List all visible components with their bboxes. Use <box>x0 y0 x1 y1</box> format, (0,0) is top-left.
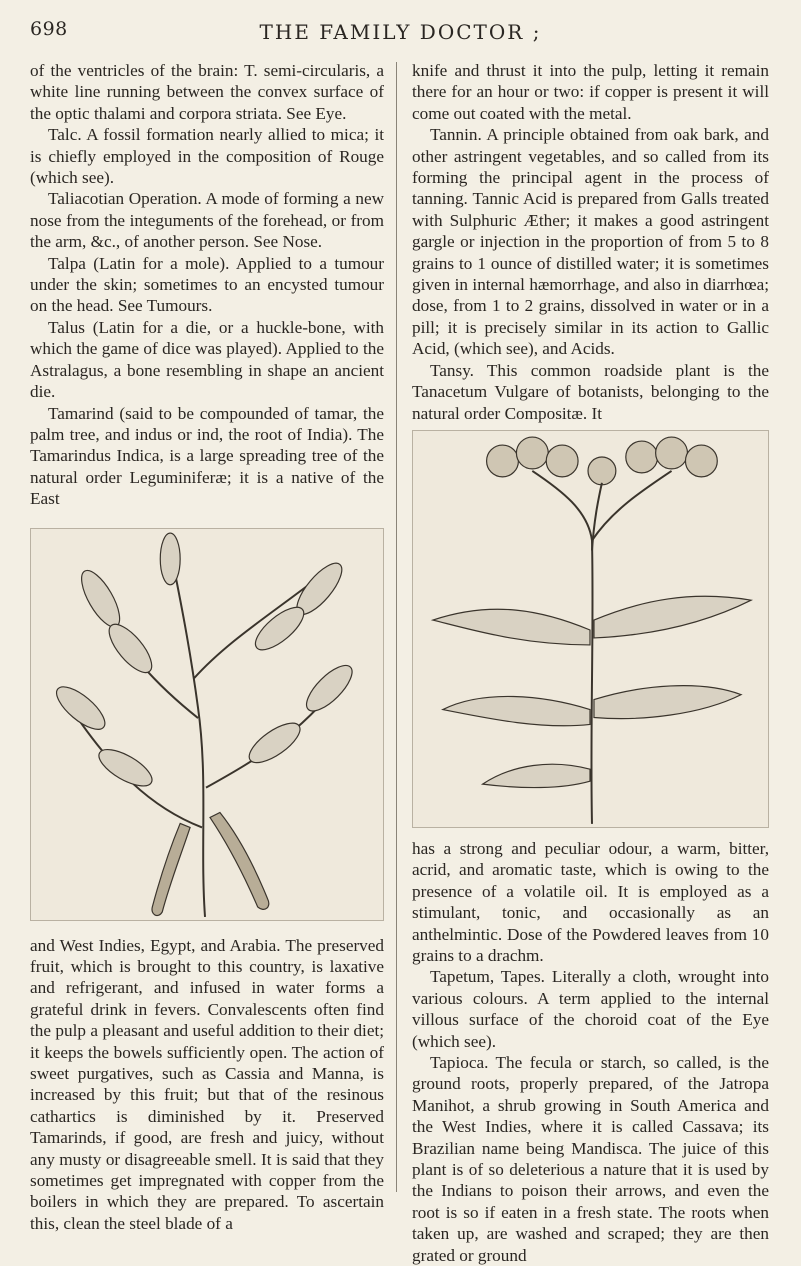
tamarind-illustration <box>30 528 384 921</box>
entry-tamarind-continued: and West Indies, Egypt, and Arabia. The preserved fruit, which is brought to this country, is laxative and refrigerant, and infused in water forms a grateful drink in fevers. Convalescents often find the pulp a pleasant and useful addition to their diet; it keeps the bowels sufficiently open. The action of sweet purgatives, such as Cassia and Manna, is increased by this fruit; but that of the resinous cathartics is diminished by it. Preserved Tamarinds, if good, are fresh and juicy, without any musty or disagreeable smell. It is said that they sometimes get impregnated with copper from the boilers in which they are prepared. To ascertain this, clean the steel blade of a <box>30 935 384 1233</box>
entry-tannin: Tannin. A principle obtained from oak bark, and other astringent vegetables, and so called from its forming the principal agent in the process of tanning. Tannic Acid is prepared from Galls treated with Sulphuric Æther; it makes a good astringent gargle or injection in the proportion of from 5 to 8 grains to 1 ounce of distilled water; it is sometimes given in internal hæmorrhage, and also in diarrhœa; dose, from 1 to 2 grains, dissolved in water or in a pill; it is precisely similar in its action to Gallic Acid, (which see), and Acids. <box>412 125 769 359</box>
entry-taliacotian-operation: Taliacotian Operation. A mode of forming a new nose from the integuments of the forehead, or from the arm, &c., of another person. See Nose. <box>30 189 384 252</box>
entry-ventricles-continued: of the ventricles of the brain: T. semi-circularis, a white line running between the convex surface of the optic thalami and corpora striata. See Eye. <box>30 61 384 123</box>
tamarind-branch-drawing <box>31 529 383 920</box>
page-number: 698 <box>30 18 68 40</box>
tansy-illustration <box>412 430 769 828</box>
running-title: THE FAMILY DOCTOR ; <box>259 20 542 44</box>
left-column <box>30 60 384 1234</box>
entry-tamarind: Tamarind (said to be compounded of tamar, the palm tree, and indus or ind, the root of India). The Tamarindus Indica, is a large spreading tree of the natural order Leguminiferæ; it is a native of the East <box>30 403 384 509</box>
entry-tapioca: Tapioca. The fecula or starch, so called, is the ground roots, properly prepared, of the Jatropa Manihot, a shrub growing in South America and the West Indies, where it is called Cassava; its Brazilian name being Mandisca. The juice of this plant is of so deleterious a nature that it is used by the Indians to poison their arrows, and even the root is so if eaten in a fresh state. The roots when taken up, are washed and scraped; they are then grated or ground <box>412 1052 769 1265</box>
entry-talus: Talus (Latin for a die, or a huckle-bone, with which the game of dice was played). Applied to the Astralagus, a bone resembling in shape an ancient die. <box>30 317 384 402</box>
entry-talpa: Talpa (Latin for a mole). Applied to a tumour under the skin; sometimes to an encysted tumour on the head. See Tumours. <box>30 253 384 316</box>
entry-tamarind-knife-test: knife and thrust it into the pulp, letting it remain there for an hour or two: if copper is present it will come out coated with the metal. <box>412 61 769 123</box>
entry-tansy-continued: has a strong and peculiar odour, a warm, bitter, acrid, and aromatic taste, which is owing to the presence of a volatile oil. It is employed as a stimulant, tonic, and occasionally as an anthelmintic. Dose of the Powdered leaves from 10 grains to a drachm. <box>412 838 769 965</box>
tansy-plant-drawing <box>413 431 768 827</box>
entry-tansy: Tansy. This common roadside plant is the Tanacetum Vulgare of botanists, belonging to the natural order Compositæ. It <box>412 360 769 423</box>
right-column <box>412 60 769 1266</box>
column-divider <box>396 62 397 1192</box>
entry-talc: Talc. A fossil formation nearly allied to mica; it is chiefly employed in the composition of Rouge (which see). <box>30 125 384 188</box>
entry-tapetum: Tapetum, Tapes. Literally a cloth, wrought into various colours. A term applied to the internal villous surface of the choroid coat of the Eye (which see). <box>412 967 769 1051</box>
